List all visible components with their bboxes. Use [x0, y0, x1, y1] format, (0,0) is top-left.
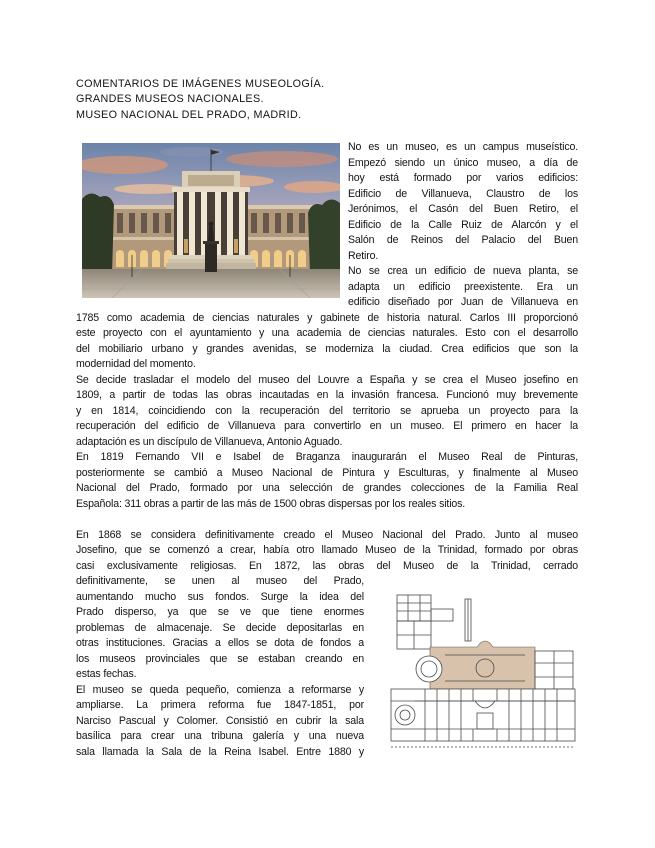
text-line: los museos provinciales que se estaban creando en: [76, 652, 364, 665]
text-line: aumentando mucho sus fondos. Surge la idea del: [76, 590, 364, 603]
paragraph-josefino: [76, 373, 578, 451]
text-line: basílica para crear una tribuna galería y una nueva: [76, 730, 364, 742]
text-line: Jerónimos, el Casón del Buen Retiro, el: [348, 203, 578, 215]
text-line: hoy está formado por varios edificios:: [348, 172, 578, 184]
text-line: Edificio de la Calle Ruiz de Alarcón y el: [348, 218, 578, 231]
text-line: casi exclusivamente religiosas. En 1872, las obras del Museo de la Trinidad, cerrado: [76, 559, 578, 572]
text-line: Prado disperso, ya que se ve que tiene enormes: [76, 606, 364, 618]
document-header: [76, 77, 324, 124]
text-line: Empezó siendo un único museo, a día de: [348, 156, 578, 169]
text-line: En 1819 Fernando VII e Isabel de Braganza inaugurarán el Museo Real de Pinturas,: [76, 451, 578, 463]
header-museum-line: MUSEO NACIONAL DEL PRADO, MADRID.: [76, 108, 302, 121]
text-line: definitivamente, se unen al museo del Prado,: [76, 575, 364, 587]
text-line: edificio diseñado por Juan de Villanueva en: [348, 296, 578, 308]
text-line: Narciso Pascual y Colomer. Consistió en cubrir la sala: [76, 714, 364, 727]
header-title-line: COMENTARIOS DE IMÁGENES MUSEOLOGÍA.: [76, 77, 325, 90]
text-line: Española: 311 obras a partir de las más de 1500 obras dispersas por los reales sitios.: [76, 497, 466, 510]
text-line: Josefino, que se comenzó a crear, había otro llamado Museo de la Trinidad, formado por obras: [76, 544, 578, 556]
document-body: [76, 140, 578, 760]
text-line: recuperación del edificio de Villanueva para convertirlo en un museo. El primero en hacer la: [76, 420, 578, 432]
text-line: otras instituciones. Gracias a ellos se dota de fondos a: [76, 637, 364, 649]
paragraph-inauguracion: [76, 450, 578, 512]
text-line: El museo se queda pequeño, comienza a reformarse y: [76, 683, 364, 696]
header-subtitle-line: GRANDES MUSEOS NACIONALES.: [76, 93, 264, 105]
text-line: ampliarse. La primera reforma fue 1847-1851, por: [76, 699, 364, 711]
text-line: Retiro.: [348, 249, 379, 262]
text-line: del mobiliario urbano y grandes avenidas, se moderniza la ciudad. Crea edificios que son la: [76, 342, 578, 355]
text-line: Nacional del Prado, formado por una selección de grandes colecciones de la Familia Real: [76, 482, 578, 494]
text-line: No es un museo, es un campus museístico.: [348, 141, 578, 153]
text-line: Salón de Reinos del Palacio del Buen: [348, 234, 578, 246]
text-line: y en 1814, coincidiendo con la recuperación del territorio se aprueba un proyecto para la: [76, 404, 578, 417]
paragraph-edificio: [76, 264, 578, 373]
text-line: Edificio de Villanueva, Claustro de los: [348, 187, 578, 200]
text-line: 1785 como academia de ciencias naturales y gabinete de historia natural. Carlos III proporcionó: [76, 311, 578, 324]
text-line: adaptación es un discípulo de Villanueva, Antonio Aguado.: [76, 435, 343, 448]
text-line: No se crea un edificio de nueva planta, se: [348, 265, 578, 277]
text-line: modernidad del momento.: [76, 358, 196, 370]
text-line: posteriormente se cambió a Museo Nacional de Pintura y Esculturas, y finalmente al Museo: [76, 466, 578, 479]
text-line: En 1868 se considera definitivamente creado el Museo Nacional del Prado. Junto al museo: [76, 528, 578, 541]
paragraph-campus: [76, 140, 578, 264]
text-line: Se decide trasladar el modelo del museo del Louvre a España y se crea el Museo josefino en: [76, 373, 578, 386]
text-line: adapta un edificio preexistente. Era un: [348, 280, 578, 293]
text-line: este proyecto con el ayuntamiento y una academia de ciencias naturales. Esto con el desarrollo: [76, 327, 578, 339]
text-line: problemas de almacenaje. Se decide depositarlas en: [76, 621, 364, 634]
text-line: 1809, a partir de todas las obras incautadas en la invasión francesa. Funcionó muy brevemente: [76, 389, 578, 401]
text-line: estas fechas.: [76, 668, 137, 680]
text-line: sala llamada la Sala de la Reina Isabel. Entre 1880 y: [76, 745, 364, 758]
paragraph-reformas: [76, 683, 578, 761]
paragraph-spacer: [76, 512, 578, 528]
paragraph-trinidad: [76, 528, 578, 683]
